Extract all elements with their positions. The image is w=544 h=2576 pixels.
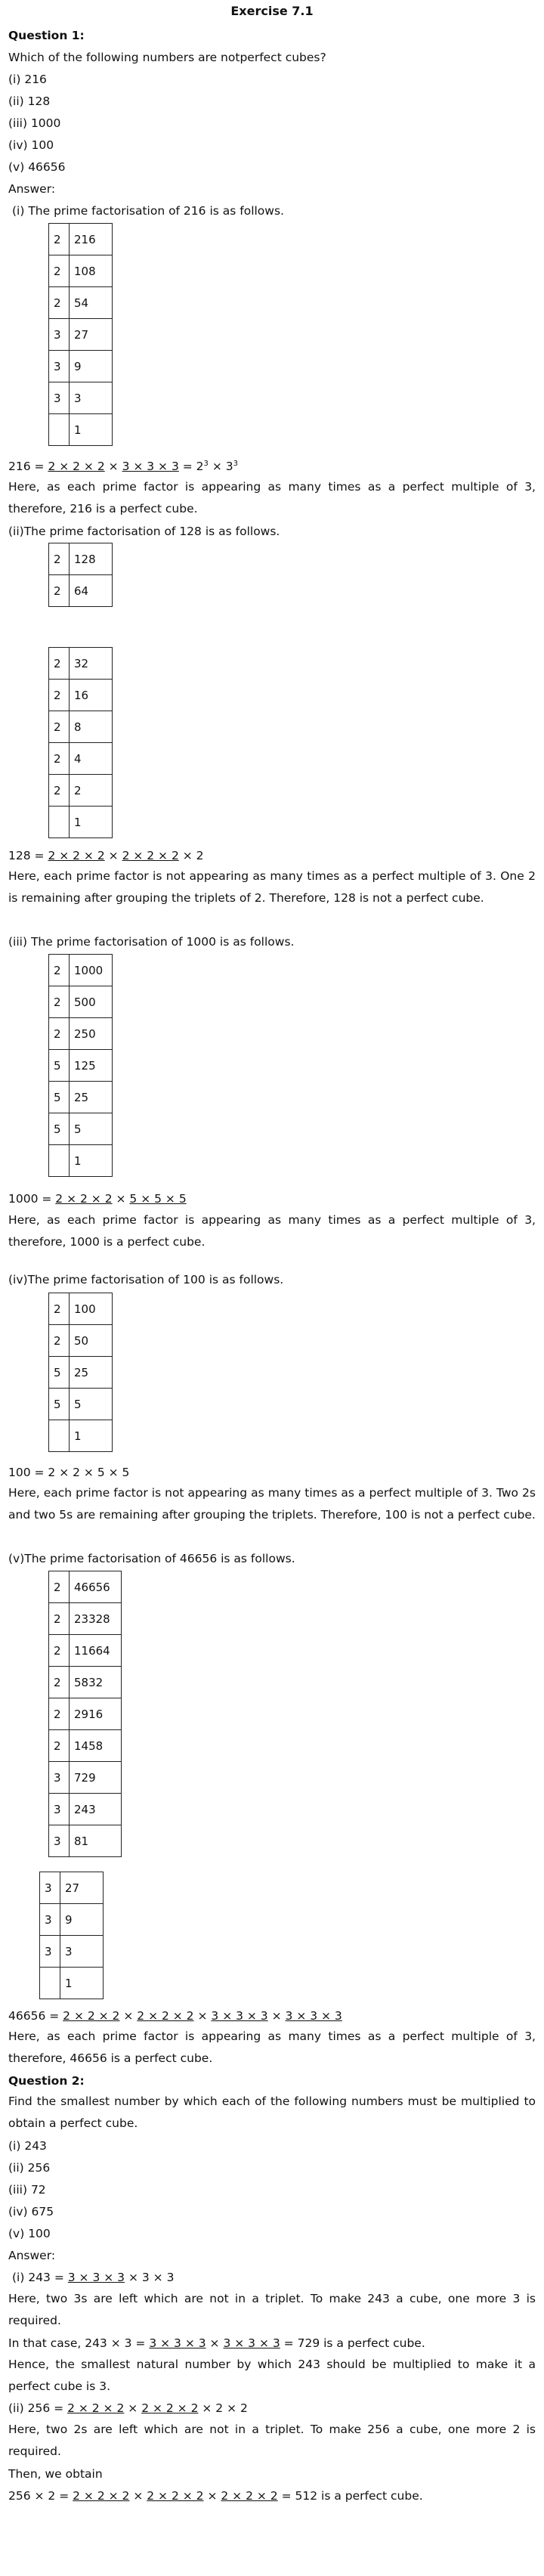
option-iv: (iv) 100	[8, 138, 54, 152]
question-1-heading: Question 1:	[8, 29, 85, 42]
divisor-cell: 2	[49, 287, 70, 319]
conclusion-128: Here, each prime factor is not appearing as many times as a perfect multiple of 3. One 2 is remaining after grouping the triplets of 2. Therefore, 128 is not a perfect cube.	[8, 869, 536, 905]
factor-row	[40, 1968, 104, 1999]
quotient-cell: 125	[70, 1050, 113, 1082]
factor-row	[49, 986, 113, 1018]
factor-table-46656-a	[48, 1571, 122, 1857]
quotient-cell: 50	[70, 1325, 113, 1357]
factor-row	[49, 543, 113, 575]
conclusion-100: Here, each prime factor is not appearing as many times as a perfect multiple of 3. Two 2s and two 5s are remaining after grouping the triplets. Therefore, 100 is not a perfect cube.	[8, 1486, 536, 1522]
quotient-cell: 250	[70, 1018, 113, 1050]
quotient-cell: 25	[70, 1082, 113, 1113]
divisor-cell: 2	[49, 711, 70, 743]
equation-100: 100 = 2 × 2 × 5 × 5	[8, 1466, 130, 1479]
divisor-cell: 2	[49, 1325, 70, 1357]
divisor-cell: 3	[49, 1825, 70, 1857]
factor-row	[49, 224, 113, 255]
factor-row	[49, 1389, 113, 1420]
quotient-cell: 500	[70, 986, 113, 1018]
factor-row	[49, 414, 113, 446]
explain-256: Here, two 2s are left which are not in a triplet. To make 256 a cube, one more 2 is required.	[8, 2423, 536, 2458]
equation-128: 128 = 2 × 2 × 2 × 2 × 2 × 2 × 2	[8, 849, 204, 862]
explain-243: Here, two 3s are left which are not in a triplet. To make 243 a cube, one more 3 is required.	[8, 2292, 536, 2327]
case-243: In that case, 243 × 3 = 3 × 3 × 3 × 3 × 3 × 3 = 729 is a perfect cube.	[8, 2336, 425, 2350]
divisor-cell: 5	[49, 1389, 70, 1420]
quotient-cell: 5832	[70, 1667, 122, 1698]
divisor-cell: 3	[49, 1762, 70, 1794]
divisor-cell: 2	[49, 575, 70, 607]
conclusion-216: Here, as each prime factor is appearing as many times as a perfect multiple of 3, therefore, 216 is a perfect cube.	[8, 480, 536, 516]
option-i: (i) 216	[8, 73, 47, 86]
quotient-cell: 2916	[70, 1698, 122, 1730]
factor-row	[49, 1325, 113, 1357]
part-iv-intro: (iv)The prime factorisation of 100 is as follows.	[8, 1273, 284, 1286]
equation-256: (ii) 256 = 2 × 2 × 2 × 2 × 2 × 2 × 2 × 2	[8, 2401, 248, 2415]
factor-table-128-a	[48, 543, 113, 607]
quotient-cell: 1	[70, 1145, 113, 1177]
quotient-cell: 4	[70, 743, 113, 775]
quotient-cell: 81	[70, 1825, 122, 1857]
factor-row	[49, 1603, 122, 1635]
exercise-title: Exercise 7.1	[230, 4, 314, 18]
question-2-prompt: Find the smallest number by which each of the following numbers must be multiplied to obtain a perfect cube.	[8, 2095, 536, 2130]
question-2-heading: Question 2:	[8, 2074, 85, 2088]
q2-option-ii: (ii) 256	[8, 2161, 51, 2175]
quotient-cell: 1458	[70, 1730, 122, 1762]
divisor-cell	[49, 807, 70, 838]
part-iii-intro: (iii) The prime factorisation of 1000 is as follows.	[8, 935, 295, 949]
quotient-cell: 5	[70, 1389, 113, 1420]
factor-row	[49, 1113, 113, 1145]
quotient-cell: 1	[70, 807, 113, 838]
quotient-cell: 27	[70, 319, 113, 351]
quotient-cell: 108	[70, 255, 113, 287]
factor-row	[40, 1904, 104, 1936]
factor-row	[49, 255, 113, 287]
quotient-cell: 9	[70, 351, 113, 382]
factor-row	[49, 382, 113, 414]
divisor-cell: 5	[49, 1050, 70, 1082]
factor-row	[49, 807, 113, 838]
quotient-cell: 23328	[70, 1603, 122, 1635]
factor-row	[40, 1936, 104, 1968]
divisor-cell	[49, 1420, 70, 1452]
divisor-cell: 5	[49, 1082, 70, 1113]
divisor-cell: 5	[49, 1113, 70, 1145]
factor-row	[49, 1762, 122, 1794]
divisor-cell: 2	[49, 743, 70, 775]
factor-row	[49, 1667, 122, 1698]
quotient-cell: 8	[70, 711, 113, 743]
divisor-cell: 2	[49, 680, 70, 711]
factor-table-128-b	[48, 647, 113, 838]
factor-row	[49, 1698, 122, 1730]
hence-243: Hence, the smallest natural number by which 243 should be multiplied to make it a perfect cube is 3.	[8, 2358, 536, 2393]
divisor-cell: 2	[49, 986, 70, 1018]
part-v-intro: (v)The prime factorisation of 46656 is as follows.	[8, 1552, 295, 1565]
factor-row	[49, 287, 113, 319]
divisor-cell: 3	[40, 1904, 60, 1936]
quotient-cell: 1	[60, 1968, 104, 1999]
divisor-cell: 2	[49, 648, 70, 680]
divisor-cell: 2	[49, 224, 70, 255]
equation-46656: 46656 = 2 × 2 × 2 × 2 × 2 × 2 × 3 × 3 × 3 × 3 × 3 × 3	[8, 2009, 342, 2023]
quotient-cell: 243	[70, 1794, 122, 1825]
factor-row	[49, 1794, 122, 1825]
divisor-cell: 2	[49, 1603, 70, 1635]
equation-243: (i) 243 = 3 × 3 × 3 × 3 × 3	[12, 2271, 175, 2284]
quotient-cell: 1	[70, 414, 113, 446]
divisor-cell	[40, 1968, 60, 1999]
final-256: 256 × 2 = 2 × 2 × 2 × 2 × 2 × 2 × 2 × 2 × 2 = 512 is a perfect cube.	[8, 2489, 423, 2503]
part-ii-intro: (ii)The prime factorisation of 128 is as follows.	[8, 525, 280, 538]
option-ii: (ii) 128	[8, 94, 51, 108]
quotient-cell: 32	[70, 648, 113, 680]
quotient-cell: 16	[70, 680, 113, 711]
divisor-cell: 2	[49, 775, 70, 807]
factor-row	[49, 648, 113, 680]
quotient-cell: 9	[60, 1904, 104, 1936]
divisor-cell: 2	[49, 1018, 70, 1050]
option-v: (v) 46656	[8, 160, 66, 174]
q2-option-i: (i) 243	[8, 2139, 47, 2153]
q2-answer-label: Answer:	[8, 2249, 56, 2262]
quotient-cell: 3	[70, 382, 113, 414]
quotient-cell: 128	[70, 543, 113, 575]
quotient-cell: 27	[60, 1872, 104, 1904]
factor-row	[49, 1145, 113, 1177]
factor-row	[49, 575, 113, 607]
q2-option-iii: (iii) 72	[8, 2183, 46, 2197]
factor-row	[49, 351, 113, 382]
quotient-cell: 1000	[70, 955, 113, 986]
quotient-cell: 25	[70, 1357, 113, 1389]
equation-216: $216 = 2 \times 2 \times 2 \times 3 \times 3 \times 3 = 2^3 \times 3^3$	[8, 459, 238, 473]
quotient-cell: 729	[70, 1762, 122, 1794]
factor-row	[49, 743, 113, 775]
factor-row	[40, 1872, 104, 1904]
factor-table-100	[48, 1293, 113, 1452]
factor-row	[49, 1082, 113, 1113]
equation-1000: 1000 = 2 × 2 × 2 × 5 × 5 × 5	[8, 1192, 187, 1206]
divisor-cell	[49, 414, 70, 446]
factor-row	[49, 1571, 122, 1603]
quotient-cell: 3	[60, 1936, 104, 1968]
factor-row	[49, 775, 113, 807]
divisor-cell: 3	[40, 1872, 60, 1904]
quotient-cell: 1	[70, 1420, 113, 1452]
divisor-cell: 2	[49, 1635, 70, 1667]
quotient-cell: 100	[70, 1293, 113, 1325]
factor-row	[49, 1825, 122, 1857]
factor-row	[49, 955, 113, 986]
conclusion-1000: Here, as each prime factor is appearing as many times as a perfect multiple of 3, therefore, 1000 is a perfect cube.	[8, 1213, 536, 1249]
factor-table-216	[48, 223, 113, 446]
quotient-cell: 54	[70, 287, 113, 319]
factor-row	[49, 1730, 122, 1762]
factor-table-46656-b	[39, 1872, 104, 1999]
divisor-cell: 2	[49, 1667, 70, 1698]
factor-table-1000	[48, 954, 113, 1177]
conclusion-46656: Here, as each prime factor is appearing as many times as a perfect multiple of 3, therefore, 46656 is a perfect cube.	[8, 2030, 536, 2065]
divisor-cell: 2	[49, 255, 70, 287]
divisor-cell: 2	[49, 1293, 70, 1325]
quotient-cell: 64	[70, 575, 113, 607]
answer-label: Answer:	[8, 182, 56, 196]
quotient-cell: 46656	[70, 1571, 122, 1603]
divisor-cell: 3	[49, 382, 70, 414]
part-i-intro: (i) The prime factorisation of 216 is as follows.	[12, 204, 284, 218]
divisor-cell: 2	[49, 955, 70, 986]
quotient-cell: 11664	[70, 1635, 122, 1667]
then-we-obtain: Then, we obtain	[8, 2467, 103, 2481]
q2-option-v: (v) 100	[8, 2227, 51, 2240]
divisor-cell: 5	[49, 1357, 70, 1389]
factor-row	[49, 1050, 113, 1082]
divisor-cell: 2	[49, 1571, 70, 1603]
divisor-cell: 3	[49, 1794, 70, 1825]
divisor-cell: 2	[49, 1730, 70, 1762]
factor-row	[49, 319, 113, 351]
divisor-cell: 2	[49, 1698, 70, 1730]
factor-row	[49, 1293, 113, 1325]
option-iii: (iii) 1000	[8, 116, 61, 130]
divisor-cell: 2	[49, 543, 70, 575]
divisor-cell: 3	[40, 1936, 60, 1968]
factor-row	[49, 711, 113, 743]
divisor-cell: 3	[49, 351, 70, 382]
q2-option-iv: (iv) 675	[8, 2205, 54, 2218]
quotient-cell: 2	[70, 775, 113, 807]
question-1-prompt: Which of the following numbers are notperfect cubes?	[8, 51, 326, 64]
factor-row	[49, 680, 113, 711]
quotient-cell: 5	[70, 1113, 113, 1145]
factor-row	[49, 1420, 113, 1452]
factor-row	[49, 1635, 122, 1667]
divisor-cell	[49, 1145, 70, 1177]
divisor-cell: 3	[49, 319, 70, 351]
factor-row	[49, 1018, 113, 1050]
quotient-cell: 216	[70, 224, 113, 255]
factor-row	[49, 1357, 113, 1389]
